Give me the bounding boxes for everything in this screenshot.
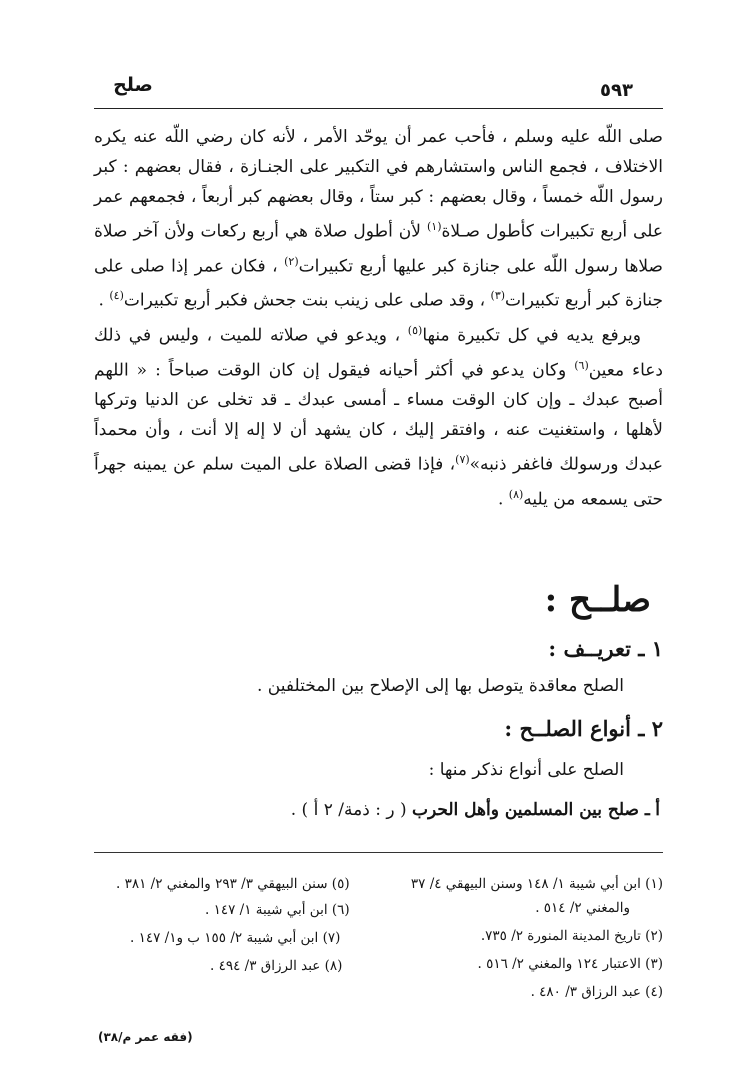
text-run: ، فكان عمر إذا صلى على جنازة كبر أربع تكبيرات — [94, 256, 663, 311]
section-title: صلــح : — [544, 580, 651, 620]
footnote: (٣) الاعتبار ١٢٤ والمغني ٢/ ٥١٦ . — [477, 956, 663, 972]
running-head-title: صلح — [113, 74, 153, 96]
subheading-types: ٢ ـ أنواع الصلــح : — [504, 716, 663, 741]
text-run: . — [497, 489, 509, 510]
footnote-ref: (١) — [426, 220, 442, 233]
footnote: (٦) ابن أبي شيبة ١/ ١٤٧ . — [205, 902, 350, 918]
text-run: ، فإذا قضى الصلاة على الميت سلم عن يمينه جهراً حتى يسمعه من يليه — [94, 454, 663, 510]
text-run: لأن أطول صلاة هي أربع ركعات ولأن آخر صلاة صلاها رسول اللّه على جنازة كبر عليها أربع تكبيرات — [94, 221, 663, 277]
main-text — [94, 122, 663, 515]
text-run: صلى اللّه عليه وسلم ، فأحب عمر أن يوحّد الأمر ، لأنه كان رضي اللّه عنه يكره الاختلاف ، فجمع الناس واستشارهم في التكبير على الجنـازة ، فقال بعضهم : كبر رسول اللّه خمساً ، وقال بعضهم : كبر ستاً ، وقال بعضهم كبر أربعاً ، فجمعهم عمر على أربع تكبيرات كأطول صـلاة — [94, 127, 663, 242]
header-rule — [94, 108, 663, 109]
text-run: ويرفع يديه في كل تكبيرة منها — [422, 325, 641, 346]
definition-text: الصلح معاقدة يتوصل بها إلى الإصلاح بين المختلفين . — [256, 676, 624, 696]
subheading-definition: ١ ـ تعريــف : — [548, 636, 663, 661]
footnote: (٨) عبد الرزاق ٣/ ٤٩٤ . — [210, 958, 343, 974]
footnote: والمغني ٢/ ٥١٤ . — [535, 900, 630, 916]
footnote-ref: (٤) — [109, 289, 124, 303]
footnote: (١) ابن أبي شيبة ١/ ١٤٨ وسنن البيهقي ٤/ ٣٧ — [410, 876, 663, 892]
footnote-rule — [94, 852, 663, 853]
page-number: ٥٩٣ — [600, 80, 633, 101]
footnote-ref: (٥) — [407, 323, 423, 337]
footnote-ref: (٧) — [455, 453, 470, 467]
footnote-ref: (٦) — [574, 358, 589, 372]
signature-footer: (فقه عمر م/٣٨) — [98, 1030, 193, 1044]
footnote-ref: (٨) — [508, 487, 524, 501]
text-run: ، وقد صلى على زينب بنت جحش فكبر أربع تكبيرات — [123, 290, 491, 311]
item-title: ـ صلح بين المسلمين وأهل الحرب — [411, 800, 650, 820]
item-letter: أ — [655, 800, 660, 820]
item-reference: ( ر : ذمة/ ٢ أ ) . — [290, 800, 412, 820]
text-run: ، ويدعو في صلاته للميت ، وليس في ذلك دعاء معين — [94, 325, 663, 381]
paragraph — [94, 122, 663, 316]
paragraph — [94, 316, 663, 515]
footnote-ref: (٢) — [284, 254, 299, 268]
footnote: (٢) تاريخ المدينة المنورة ٢/ ٧٣٥. — [480, 928, 663, 944]
text-run: وكان يدعو في أكثر أحيانه فيقول إن كان الوقت صباحاً : « اللهم أصبح عبدك ـ وإن كان الوقت مساء ـ أمسى عبدك ـ قد تخلى عن الدنيا وتركها لأهلها ، واستغنيت عنه ، وافتقر إليك ، كان يشهد أن لا إله إلا أنت ، وأن محمداً عبدك ورسولك فاغفر ذنبه» — [94, 360, 663, 475]
text-run: . — [98, 290, 110, 311]
list-item — [291, 800, 660, 820]
footnote-ref: (٣) — [490, 289, 506, 303]
footnote: (٧) ابن أبي شيبة ٢/ ١٥٥ ب و١/ ١٤٧ . — [130, 930, 341, 946]
types-intro: الصلح على أنواع نذكر منها : — [428, 760, 624, 780]
footnote: (٥) سنن البيهقي ٣/ ٢٩٣ والمغني ٢/ ٣٨١ . — [116, 876, 350, 892]
footnote: (٤) عبد الرزاق ٣/ ٤٨٠ . — [530, 984, 663, 1000]
